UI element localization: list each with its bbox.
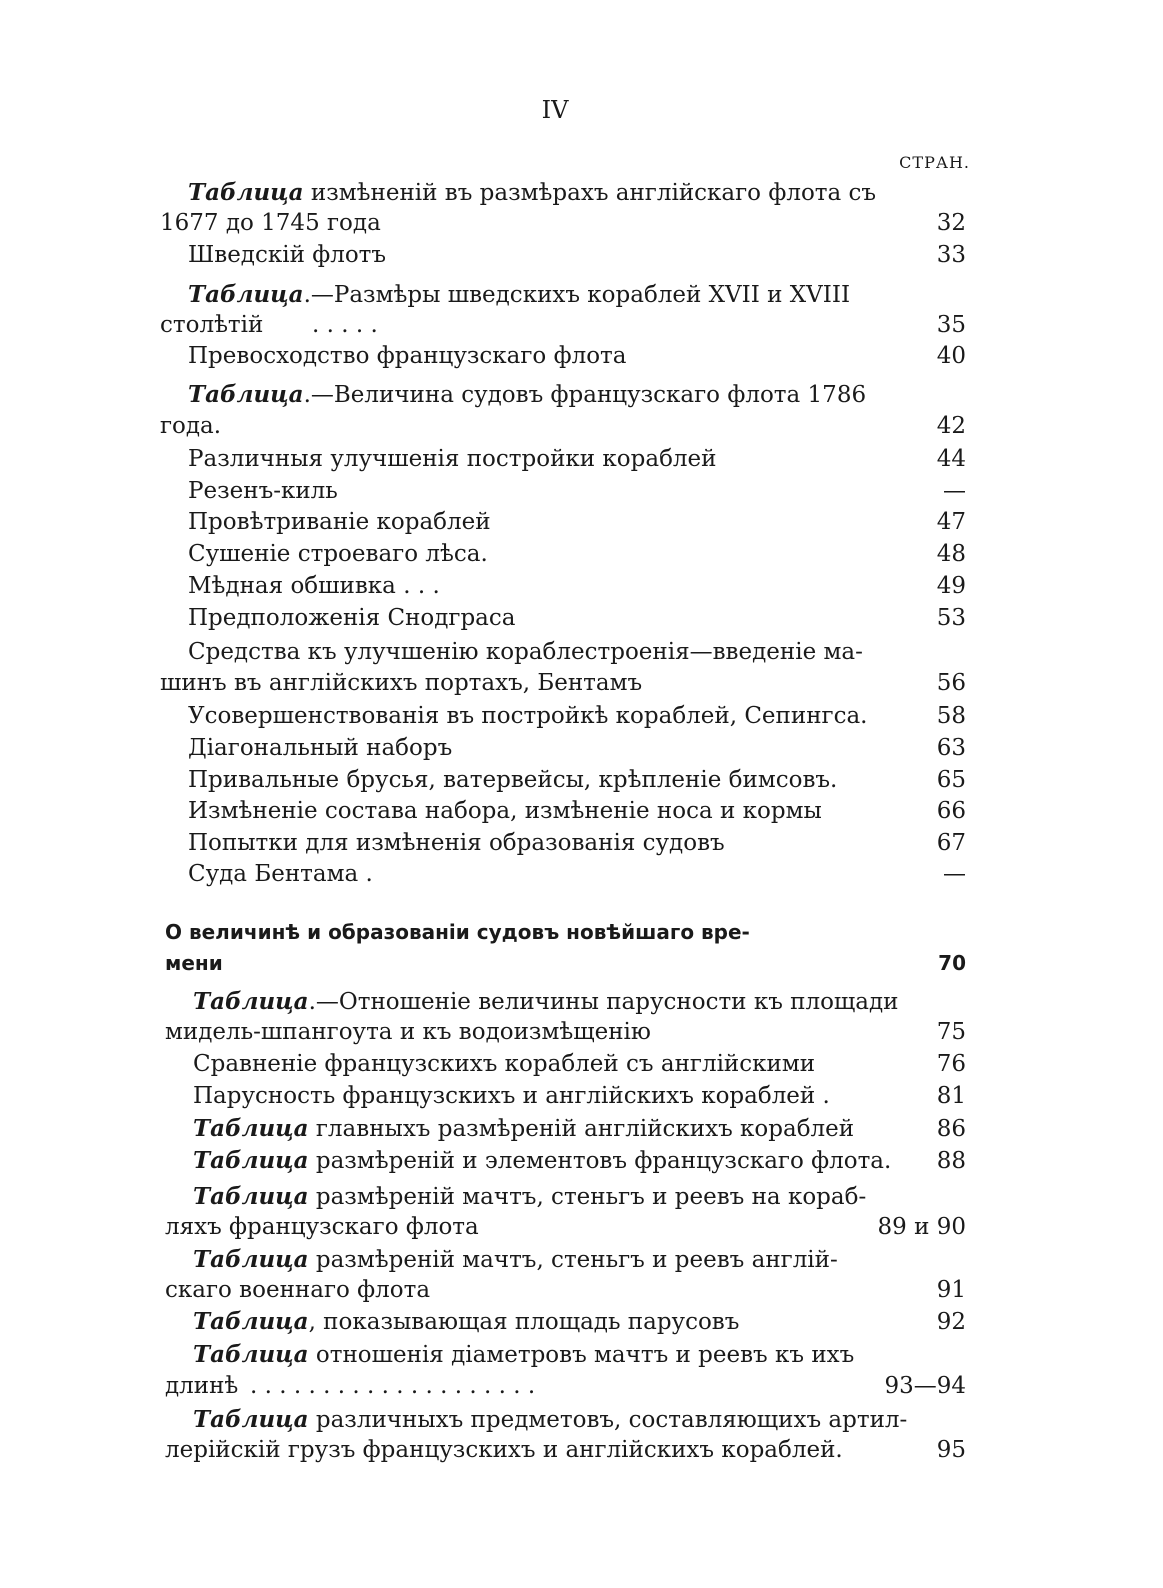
entry-title <box>188 571 440 601</box>
page-ref: 32 <box>936 210 966 236</box>
entry-text: .—Размѣры шведскихъ кораблей XVII и XVIII <box>303 282 851 308</box>
page-ref: 75 <box>936 1019 966 1045</box>
entry-text: .—Отношеніе величины парусности къ площади <box>308 989 899 1015</box>
entry-title <box>188 859 373 889</box>
page-ref: 47 <box>936 509 966 535</box>
page-number: IV <box>541 96 569 124</box>
entry-text: Предположенія Снодграса <box>188 605 516 631</box>
entry-text: отношенія діаметровъ мачтъ и реевъ къ ихъ <box>308 1342 855 1368</box>
entry-emphasis: Таблица <box>188 381 304 408</box>
entry-text: размѣреній и элементовъ французскаго флота. <box>308 1148 892 1174</box>
entry-text: размѣреній мачтъ, стеньгъ и реевъ на кораб- <box>308 1184 867 1210</box>
entry-text: Средства къ улучшенію кораблестроенія—введеніе ма- <box>188 639 863 665</box>
entry-title <box>193 1245 838 1275</box>
page-ref: 40 <box>936 343 966 369</box>
entry-text: главныхъ размѣреній англійскихъ кораблей <box>308 1116 855 1142</box>
section-title-continuation: мени <box>165 951 223 975</box>
entry-emphasis: Таблица <box>188 179 304 206</box>
entry-title <box>188 240 386 270</box>
page-ref: 53 <box>936 605 966 631</box>
entry-emphasis: Таблица <box>193 1246 309 1273</box>
entry-text: Превосходство французскаго флота <box>188 343 627 369</box>
page-ref: — <box>943 478 966 504</box>
entry-text: измѣненій въ размѣрахъ англійскаго флота съ <box>303 180 877 206</box>
page-ref: 63 <box>936 735 966 761</box>
page-ref: 93—94 <box>884 1373 966 1399</box>
entry-emphasis: Таблица <box>193 1115 309 1142</box>
page-ref: 49 <box>936 573 966 599</box>
entry-emphasis: Таблица <box>193 1341 309 1368</box>
page-ref: — <box>943 861 966 887</box>
entry-title <box>188 637 863 667</box>
entry-text: Парусность французскихъ и англійскихъ кораблей . <box>193 1083 830 1109</box>
entry-title <box>193 1182 866 1212</box>
page-ref: 56 <box>936 670 966 696</box>
entry-title <box>188 733 452 763</box>
entry-text: Различныя улучшенія постройки кораблей <box>188 446 717 472</box>
entry-title <box>188 507 491 537</box>
entry-title <box>188 280 850 310</box>
entry-emphasis: Таблица <box>188 281 304 308</box>
entry-title <box>188 539 488 569</box>
page-ref: 35 <box>936 312 966 338</box>
leader-dots: . . . . . . . . . . . . . . . . . . . . <box>250 1373 536 1399</box>
entry-text: , показывающая площадь парусовъ <box>308 1309 740 1335</box>
entry-continuation: лерійскій грузъ французскихъ и англійскихъ кораблей. <box>165 1437 843 1463</box>
entry-title <box>193 1049 815 1079</box>
entry-text: Мѣдная обшивка . . . <box>188 573 440 599</box>
column-header: СТРАН. <box>899 153 970 172</box>
entry-text: Усовершенствованія въ постройкѣ кораблей, Сепингса. <box>188 703 868 729</box>
entry-title <box>188 828 725 858</box>
page-ref: 42 <box>936 413 966 439</box>
entry-text: размѣреній мачтъ, стеньгъ и реевъ англій- <box>308 1247 838 1273</box>
leader-dots: . . . . . <box>312 312 378 338</box>
entry-title <box>188 380 866 410</box>
entry-continuation: шинъ въ англійскихъ портахъ, Бентамъ <box>160 670 643 696</box>
page-ref: 81 <box>936 1083 966 1109</box>
entry-continuation: длинѣ <box>165 1373 239 1399</box>
entry-text: Измѣненіе состава набора, измѣненіе носа и кормы <box>188 798 822 824</box>
entry-title <box>193 1146 891 1176</box>
entry-text: Шведскій флотъ <box>188 242 387 268</box>
entry-title <box>188 476 338 506</box>
page-ref: 58 <box>936 703 966 729</box>
entry-title <box>188 796 822 826</box>
entry-title <box>188 444 716 474</box>
entry-title <box>193 1114 854 1144</box>
section-title: О величинѣ и образованіи судовъ новѣйшаго вре- <box>165 920 750 944</box>
page-ref: 66 <box>936 798 966 824</box>
entry-text: Привальные брусья, ватервейсы, крѣпленіе бимсовъ. <box>188 767 838 793</box>
entry-text: .—Величина судовъ французскаго флота 1786 <box>303 382 867 408</box>
entry-title <box>188 701 868 731</box>
entry-title <box>193 1340 854 1370</box>
entry-continuation: мидель-шпангоута и къ водоизмѣщенію <box>165 1019 651 1045</box>
page-ref: 91 <box>936 1277 966 1303</box>
entry-text: Попытки для измѣненія образованія судовъ <box>188 830 725 856</box>
entry-text: Сравненіе французскихъ кораблей съ англійскими <box>193 1051 816 1077</box>
page-ref: 76 <box>936 1051 966 1077</box>
page-ref: 89 и 90 <box>877 1214 966 1240</box>
entry-emphasis: Таблица <box>193 1147 309 1174</box>
entry-continuation: года. <box>160 413 222 439</box>
page-ref: 86 <box>936 1116 966 1142</box>
page-ref: 48 <box>936 541 966 567</box>
page-ref: 88 <box>936 1148 966 1174</box>
page-ref: 33 <box>936 242 966 268</box>
entry-title <box>193 1405 907 1435</box>
entry-emphasis: Таблица <box>193 1406 309 1433</box>
page-ref: 70 <box>938 951 966 975</box>
entry-continuation: скаго военнаго флота <box>165 1277 431 1303</box>
entry-emphasis: Таблица <box>193 1308 309 1335</box>
entry-title <box>188 341 626 371</box>
entry-continuation: 1677 до 1745 года <box>160 210 381 236</box>
page-ref: 92 <box>936 1309 966 1335</box>
entry-title <box>188 178 876 208</box>
entry-text: Сушеніе строеваго лѣса. <box>188 541 488 567</box>
entry-title <box>188 765 837 795</box>
entry-title <box>188 603 515 633</box>
entry-emphasis: Таблица <box>193 988 309 1015</box>
entry-text: различныхъ предметовъ, составляющихъ артил- <box>308 1407 908 1433</box>
entry-continuation: столѣтій <box>160 312 264 338</box>
entry-text: Резенъ-киль <box>188 478 338 504</box>
entry-emphasis: Таблица <box>193 1183 309 1210</box>
entry-text: Діагональный наборъ <box>188 735 453 761</box>
entry-title <box>193 1081 830 1111</box>
entry-title <box>193 1307 739 1337</box>
page-ref: 44 <box>936 446 966 472</box>
page-ref: 65 <box>936 767 966 793</box>
page-ref: 95 <box>936 1437 966 1463</box>
entry-text: Суда Бентама . <box>188 861 373 887</box>
page-ref: 67 <box>936 830 966 856</box>
entry-text: Провѣтриваніе кораблей <box>188 509 491 535</box>
entry-title <box>193 987 899 1017</box>
entry-continuation: ляхъ французскаго флота <box>165 1214 479 1240</box>
